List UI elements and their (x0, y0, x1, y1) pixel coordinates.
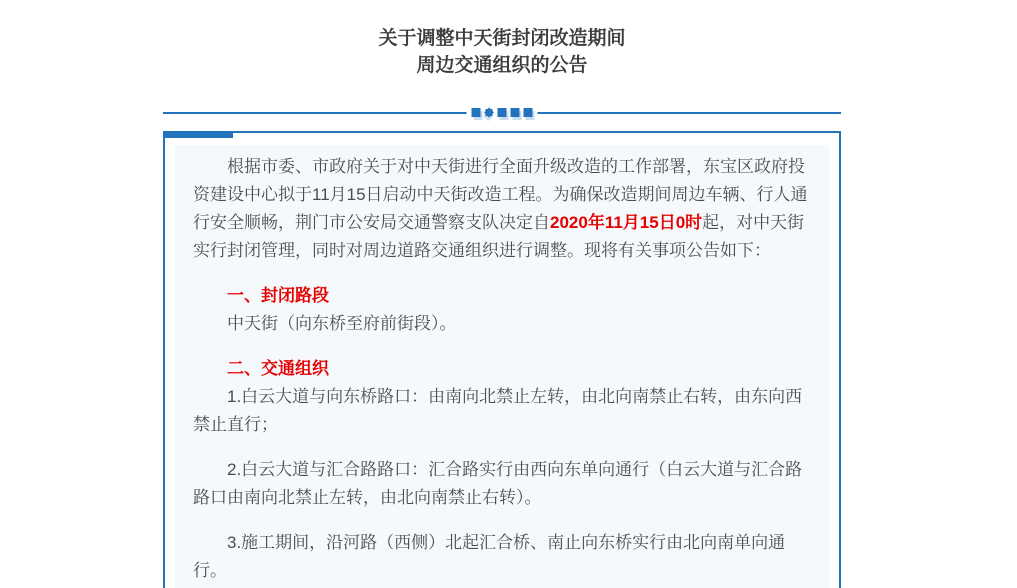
effective-datetime: 2020年11月15日0时 (550, 213, 703, 232)
section-2-item-1: 1.白云大道与向东桥路口：由南向北禁止左转，由北向南禁止右转，由东向西禁止直行； (193, 387, 803, 434)
section-1-body: 中天街（向东桥至府前街段）。 (227, 314, 457, 333)
announcement-frame (163, 131, 841, 588)
flower-icon (485, 108, 494, 117)
divider-ornaments (467, 108, 538, 117)
square-icon (472, 108, 481, 117)
section-2-item-2: 2.白云大道与汇合路路口：汇合路实行由西向东单向通行（白云大道与汇合路路口由南向北禁止左转，由北向南禁止右转）。 (193, 460, 803, 507)
page-title-line-2: 周边交通组织的公告 (416, 55, 588, 76)
announcement-panel (175, 145, 829, 588)
section-1-heading: 一、封闭路段 (227, 286, 329, 305)
intro-text-after: 起，对中天街实行封闭管理，同时对周边道路交通组织进行调整。现将有关事项公告如下： (193, 213, 805, 260)
article-column (163, 0, 841, 588)
page-title-line-1: 关于调整中天街封闭改造期间 (378, 28, 626, 49)
square-icon (511, 108, 520, 117)
title-divider (163, 106, 841, 120)
intro-paragraph (193, 153, 811, 265)
square-icon (498, 108, 507, 117)
section-2-item-3: 3.施工期间，沿河路（西侧）北起汇合桥、南止向东桥实行由北向南单向通行。 (193, 533, 786, 580)
square-icon (524, 108, 533, 117)
intro-text-before: 根据市委、市政府关于对中天街进行全面升级改造的工作部署，东宝区政府投资建设中心拟于11月15日启动中天街改造工程。为确保改造期间周边车辆、行人通行安全顺畅，荆门市公安局交通警察支队决定自 (193, 157, 808, 232)
page-title (163, 0, 841, 79)
frame-accent-bar (163, 131, 233, 138)
section-2-heading: 二、交通组织 (227, 359, 329, 378)
